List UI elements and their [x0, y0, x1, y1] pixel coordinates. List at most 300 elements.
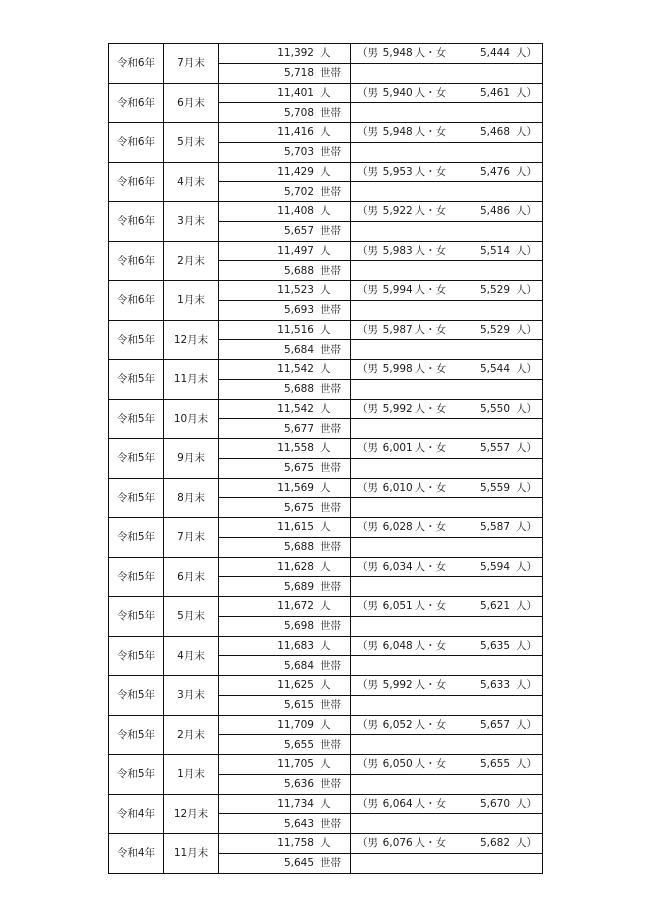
households-cell	[219, 537, 351, 557]
female-label: 人・女	[414, 323, 447, 336]
close-label: 人）	[516, 86, 537, 99]
sex-breakdown-cell	[351, 715, 543, 735]
population-value: 11,416	[277, 126, 314, 139]
male-label: （男	[357, 126, 378, 139]
female-value: 5,444	[479, 47, 510, 60]
households-cell	[219, 103, 351, 123]
male-label: （男	[357, 442, 378, 455]
year-cell: 令和6年	[109, 44, 164, 84]
male-label: （男	[357, 718, 378, 731]
households-cell	[219, 340, 351, 360]
sex-breakdown-cell	[351, 518, 543, 538]
population-cell	[219, 518, 351, 538]
sex-breakdown-cell	[351, 360, 543, 380]
month-cell: 4月末	[164, 636, 219, 676]
population-value: 11,672	[277, 600, 314, 613]
households-value: 5,636	[283, 778, 314, 791]
male-value: 5,953	[382, 165, 413, 178]
female-label: 人・女	[414, 837, 447, 850]
female-value: 5,682	[479, 837, 510, 850]
person-unit: 人	[320, 442, 331, 455]
households-cell	[219, 853, 351, 873]
population-cell	[219, 281, 351, 301]
close-label: 人）	[516, 165, 537, 178]
household-unit: 世帯	[320, 857, 341, 870]
population-value: 11,408	[277, 205, 314, 218]
close-label: 人）	[516, 679, 537, 692]
households-value: 5,688	[283, 264, 314, 277]
close-label: 人）	[516, 323, 537, 336]
male-label: （男	[357, 363, 378, 376]
female-value: 5,587	[479, 521, 510, 534]
month-cell: 9月末	[164, 439, 219, 479]
population-value: 11,429	[277, 165, 314, 178]
month-cell: 11月末	[164, 834, 219, 874]
empty-cell	[351, 63, 543, 83]
households-value: 5,688	[283, 383, 314, 396]
female-label: 人・女	[414, 165, 447, 178]
population-row	[109, 123, 543, 143]
female-label: 人・女	[414, 363, 447, 376]
male-value: 6,001	[382, 442, 413, 455]
households-cell	[219, 774, 351, 794]
close-label: 人）	[516, 402, 537, 415]
households-value: 5,698	[283, 620, 314, 633]
empty-cell	[351, 379, 543, 399]
households-value: 5,677	[283, 422, 314, 435]
households-cell	[219, 735, 351, 755]
population-row	[109, 399, 543, 419]
population-row	[109, 478, 543, 498]
population-cell	[219, 360, 351, 380]
month-cell: 4月末	[164, 162, 219, 202]
population-cell	[219, 399, 351, 419]
household-unit: 世帯	[320, 225, 341, 238]
year-cell: 令和5年	[109, 360, 164, 400]
household-unit: 世帯	[320, 817, 341, 830]
households-cell	[219, 379, 351, 399]
male-value: 5,948	[382, 126, 413, 139]
population-value: 11,683	[277, 639, 314, 652]
close-label: 人）	[516, 837, 537, 850]
female-value: 5,633	[479, 679, 510, 692]
male-value: 5,992	[382, 679, 413, 692]
close-label: 人）	[516, 126, 537, 139]
female-value: 5,514	[479, 244, 510, 257]
households-value: 5,703	[283, 146, 314, 159]
female-label: 人・女	[414, 205, 447, 218]
male-value: 6,076	[382, 837, 413, 850]
month-cell: 2月末	[164, 241, 219, 281]
empty-cell	[351, 577, 543, 597]
close-label: 人）	[516, 600, 537, 613]
households-value: 5,684	[283, 343, 314, 356]
female-value: 5,594	[479, 560, 510, 573]
empty-cell	[351, 182, 543, 202]
month-cell: 2月末	[164, 715, 219, 755]
households-value: 5,645	[283, 857, 314, 870]
year-cell: 令和6年	[109, 202, 164, 242]
male-label: （男	[357, 679, 378, 692]
month-cell: 7月末	[164, 518, 219, 558]
empty-cell	[351, 814, 543, 834]
close-label: 人）	[516, 639, 537, 652]
households-cell	[219, 616, 351, 636]
population-cell	[219, 557, 351, 577]
female-label: 人・女	[414, 560, 447, 573]
female-label: 人・女	[414, 639, 447, 652]
person-unit: 人	[320, 86, 331, 99]
year-cell: 令和5年	[109, 399, 164, 439]
population-value: 11,392	[277, 47, 314, 60]
person-unit: 人	[320, 47, 331, 60]
year-cell: 令和4年	[109, 834, 164, 874]
empty-cell	[351, 419, 543, 439]
population-cell	[219, 320, 351, 340]
empty-cell	[351, 340, 543, 360]
household-unit: 世帯	[320, 422, 341, 435]
close-label: 人）	[516, 718, 537, 731]
households-value: 5,688	[283, 541, 314, 554]
person-unit: 人	[320, 560, 331, 573]
household-unit: 世帯	[320, 106, 341, 119]
households-cell	[219, 261, 351, 281]
male-label: （男	[357, 244, 378, 257]
year-cell: 令和6年	[109, 162, 164, 202]
empty-cell	[351, 735, 543, 755]
population-row	[109, 241, 543, 261]
close-label: 人）	[516, 797, 537, 810]
households-cell	[219, 656, 351, 676]
female-label: 人・女	[414, 284, 447, 297]
year-cell: 令和6年	[109, 281, 164, 321]
population-row	[109, 834, 543, 854]
household-unit: 世帯	[320, 580, 341, 593]
male-value: 6,052	[382, 718, 413, 731]
households-value: 5,689	[283, 580, 314, 593]
male-label: （男	[357, 323, 378, 336]
household-unit: 世帯	[320, 185, 341, 198]
empty-cell	[351, 853, 543, 873]
person-unit: 人	[320, 323, 331, 336]
population-row	[109, 676, 543, 696]
population-row	[109, 320, 543, 340]
male-label: （男	[357, 639, 378, 652]
year-cell: 令和5年	[109, 755, 164, 795]
male-value: 5,994	[382, 284, 413, 297]
population-row	[109, 44, 543, 64]
female-value: 5,657	[479, 718, 510, 731]
month-cell: 11月末	[164, 360, 219, 400]
female-value: 5,559	[479, 481, 510, 494]
female-label: 人・女	[414, 679, 447, 692]
household-unit: 世帯	[320, 541, 341, 554]
person-unit: 人	[320, 205, 331, 218]
person-unit: 人	[320, 837, 331, 850]
households-cell	[219, 577, 351, 597]
households-cell	[219, 182, 351, 202]
population-cell	[219, 636, 351, 656]
close-label: 人）	[516, 244, 537, 257]
household-unit: 世帯	[320, 738, 341, 751]
population-cell	[219, 676, 351, 696]
population-value: 11,615	[277, 521, 314, 534]
population-cell	[219, 755, 351, 775]
population-row	[109, 202, 543, 222]
empty-cell	[351, 221, 543, 241]
population-cell	[219, 83, 351, 103]
female-value: 5,529	[479, 323, 510, 336]
female-value: 5,461	[479, 86, 510, 99]
population-row	[109, 597, 543, 617]
year-cell: 令和6年	[109, 123, 164, 163]
female-label: 人・女	[414, 86, 447, 99]
household-unit: 世帯	[320, 501, 341, 514]
households-value: 5,657	[283, 225, 314, 238]
male-label: （男	[357, 837, 378, 850]
male-label: （男	[357, 521, 378, 534]
population-value: 11,516	[277, 323, 314, 336]
male-label: （男	[357, 797, 378, 810]
households-cell	[219, 63, 351, 83]
person-unit: 人	[320, 481, 331, 494]
month-cell: 5月末	[164, 123, 219, 163]
female-value: 5,670	[479, 797, 510, 810]
year-cell: 令和4年	[109, 794, 164, 834]
population-row	[109, 281, 543, 301]
population-value: 11,758	[277, 837, 314, 850]
households-value: 5,702	[283, 185, 314, 198]
sex-breakdown-cell	[351, 123, 543, 143]
population-value: 11,401	[277, 86, 314, 99]
male-value: 5,987	[382, 323, 413, 336]
population-row	[109, 83, 543, 103]
sex-breakdown-cell	[351, 320, 543, 340]
population-value: 11,523	[277, 284, 314, 297]
male-label: （男	[357, 205, 378, 218]
year-cell: 令和5年	[109, 597, 164, 637]
male-value: 5,992	[382, 402, 413, 415]
sex-breakdown-cell	[351, 557, 543, 577]
sex-breakdown-cell	[351, 755, 543, 775]
population-row	[109, 794, 543, 814]
population-table-body	[109, 44, 543, 874]
population-row	[109, 755, 543, 775]
year-cell: 令和6年	[109, 241, 164, 281]
year-cell: 令和5年	[109, 715, 164, 755]
close-label: 人）	[516, 205, 537, 218]
sex-breakdown-cell	[351, 834, 543, 854]
population-cell	[219, 202, 351, 222]
sex-breakdown-cell	[351, 636, 543, 656]
empty-cell	[351, 774, 543, 794]
male-value: 5,940	[382, 86, 413, 99]
population-cell	[219, 123, 351, 143]
month-cell: 8月末	[164, 478, 219, 518]
month-cell: 5月末	[164, 597, 219, 637]
empty-cell	[351, 537, 543, 557]
female-label: 人・女	[414, 402, 447, 415]
household-unit: 世帯	[320, 659, 341, 672]
sex-breakdown-cell	[351, 202, 543, 222]
male-value: 6,048	[382, 639, 413, 652]
month-cell: 3月末	[164, 676, 219, 716]
households-value: 5,675	[283, 462, 314, 475]
month-cell: 3月末	[164, 202, 219, 242]
sex-breakdown-cell	[351, 439, 543, 459]
male-label: （男	[357, 481, 378, 494]
female-value: 5,486	[479, 205, 510, 218]
households-value: 5,643	[283, 817, 314, 830]
population-cell	[219, 597, 351, 617]
month-cell: 6月末	[164, 557, 219, 597]
female-label: 人・女	[414, 126, 447, 139]
sex-breakdown-cell	[351, 44, 543, 64]
population-value: 11,734	[277, 797, 314, 810]
female-value: 5,529	[479, 284, 510, 297]
population-value: 11,558	[277, 442, 314, 455]
month-cell: 1月末	[164, 755, 219, 795]
female-value: 5,655	[479, 758, 510, 771]
close-label: 人）	[516, 560, 537, 573]
person-unit: 人	[320, 718, 331, 731]
month-cell: 6月末	[164, 83, 219, 123]
population-row	[109, 636, 543, 656]
person-unit: 人	[320, 639, 331, 652]
male-value: 6,064	[382, 797, 413, 810]
month-cell: 12月末	[164, 794, 219, 834]
household-unit: 世帯	[320, 778, 341, 791]
male-value: 5,948	[382, 47, 413, 60]
female-value: 5,635	[479, 639, 510, 652]
female-value: 5,557	[479, 442, 510, 455]
households-value: 5,615	[283, 699, 314, 712]
population-cell	[219, 162, 351, 182]
households-cell	[219, 419, 351, 439]
households-cell	[219, 814, 351, 834]
population-cell	[219, 834, 351, 854]
person-unit: 人	[320, 244, 331, 257]
year-cell: 令和5年	[109, 636, 164, 676]
households-cell	[219, 221, 351, 241]
close-label: 人）	[516, 47, 537, 60]
population-value: 11,628	[277, 560, 314, 573]
population-cell	[219, 241, 351, 261]
households-value: 5,718	[283, 67, 314, 80]
female-value: 5,621	[479, 600, 510, 613]
person-unit: 人	[320, 363, 331, 376]
households-cell	[219, 300, 351, 320]
female-label: 人・女	[414, 521, 447, 534]
population-table	[108, 43, 543, 874]
households-value: 5,693	[283, 304, 314, 317]
male-value: 6,010	[382, 481, 413, 494]
households-value: 5,684	[283, 659, 314, 672]
population-value: 11,569	[277, 481, 314, 494]
households-value: 5,708	[283, 106, 314, 119]
male-value: 6,034	[382, 560, 413, 573]
person-unit: 人	[320, 284, 331, 297]
empty-cell	[351, 261, 543, 281]
female-value: 5,468	[479, 126, 510, 139]
male-label: （男	[357, 600, 378, 613]
population-value: 11,705	[277, 758, 314, 771]
male-label: （男	[357, 560, 378, 573]
population-row	[109, 518, 543, 538]
close-label: 人）	[516, 442, 537, 455]
households-cell	[219, 458, 351, 478]
empty-cell	[351, 103, 543, 123]
households-value: 5,655	[283, 738, 314, 751]
empty-cell	[351, 695, 543, 715]
empty-cell	[351, 300, 543, 320]
population-row	[109, 557, 543, 577]
male-value: 6,050	[382, 758, 413, 771]
male-label: （男	[357, 284, 378, 297]
household-unit: 世帯	[320, 304, 341, 317]
sex-breakdown-cell	[351, 399, 543, 419]
household-unit: 世帯	[320, 343, 341, 356]
male-label: （男	[357, 402, 378, 415]
household-unit: 世帯	[320, 699, 341, 712]
population-row	[109, 439, 543, 459]
male-value: 6,051	[382, 600, 413, 613]
household-unit: 世帯	[320, 462, 341, 475]
close-label: 人）	[516, 284, 537, 297]
empty-cell	[351, 616, 543, 636]
person-unit: 人	[320, 679, 331, 692]
female-label: 人・女	[414, 244, 447, 257]
population-cell	[219, 794, 351, 814]
close-label: 人）	[516, 363, 537, 376]
household-unit: 世帯	[320, 620, 341, 633]
female-label: 人・女	[414, 47, 447, 60]
year-cell: 令和5年	[109, 439, 164, 479]
person-unit: 人	[320, 402, 331, 415]
empty-cell	[351, 142, 543, 162]
sex-breakdown-cell	[351, 676, 543, 696]
male-label: （男	[357, 47, 378, 60]
female-value: 5,476	[479, 165, 510, 178]
person-unit: 人	[320, 165, 331, 178]
female-label: 人・女	[414, 718, 447, 731]
population-cell	[219, 478, 351, 498]
month-cell: 12月末	[164, 320, 219, 360]
month-cell: 10月末	[164, 399, 219, 439]
households-value: 5,675	[283, 501, 314, 514]
female-label: 人・女	[414, 442, 447, 455]
population-cell	[219, 715, 351, 735]
year-cell: 令和6年	[109, 83, 164, 123]
sex-breakdown-cell	[351, 241, 543, 261]
year-cell: 令和5年	[109, 676, 164, 716]
person-unit: 人	[320, 758, 331, 771]
sex-breakdown-cell	[351, 162, 543, 182]
male-value: 6,028	[382, 521, 413, 534]
empty-cell	[351, 458, 543, 478]
sex-breakdown-cell	[351, 281, 543, 301]
population-value: 11,497	[277, 244, 314, 257]
year-cell: 令和5年	[109, 557, 164, 597]
household-unit: 世帯	[320, 264, 341, 277]
population-row	[109, 162, 543, 182]
male-label: （男	[357, 758, 378, 771]
population-cell	[219, 439, 351, 459]
sex-breakdown-cell	[351, 478, 543, 498]
close-label: 人）	[516, 758, 537, 771]
female-label: 人・女	[414, 481, 447, 494]
male-value: 5,998	[382, 363, 413, 376]
